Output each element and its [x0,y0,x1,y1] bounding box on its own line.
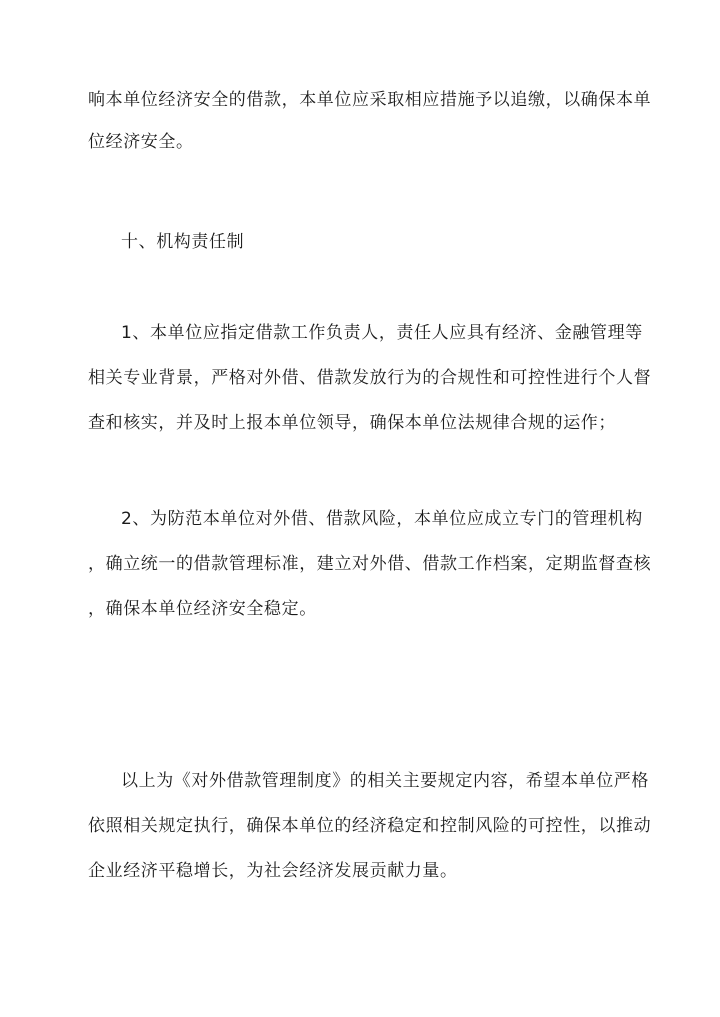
list-item-line: ，确保本单位经济安全稳定。 [88,599,317,619]
list-item-line: ，确立统一的借款管理标准，建立对外借、借款工作档案，定期监督查核 [88,554,652,574]
conclusion-line: 企业经济平稳增长，为社会经济发展贡献力量。 [88,861,458,881]
list-item-line: 查和核实，并及时上报本单位领导，确保本单位法规律合规的运作； [88,413,616,433]
list-item-line: 2、为防范本单位对外借、借款风险，本单位应成立专门的管理机构 [121,509,643,529]
paragraph-line: 位经济安全。 [88,132,194,152]
section-heading: 十、机构责任制 [121,232,245,252]
conclusion-line: 依照相关规定执行，确保本单位的经济稳定和控制风险的可控性，以推动 [88,816,652,836]
list-item-line: 1、本单位应指定借款工作负责人，责任人应具有经济、金融管理等 [121,323,643,343]
list-item-line: 相关专业背景，严格对外借、借款发放行为的合规性和可控性进行个人督 [88,368,652,388]
conclusion-line: 以上为《对外借款管理制度》的相关主要规定内容，希望本单位严格 [121,771,649,791]
paragraph-line: 响本单位经济安全的借款，本单位应采取相应措施予以追缴，以确保本单 [88,90,652,110]
